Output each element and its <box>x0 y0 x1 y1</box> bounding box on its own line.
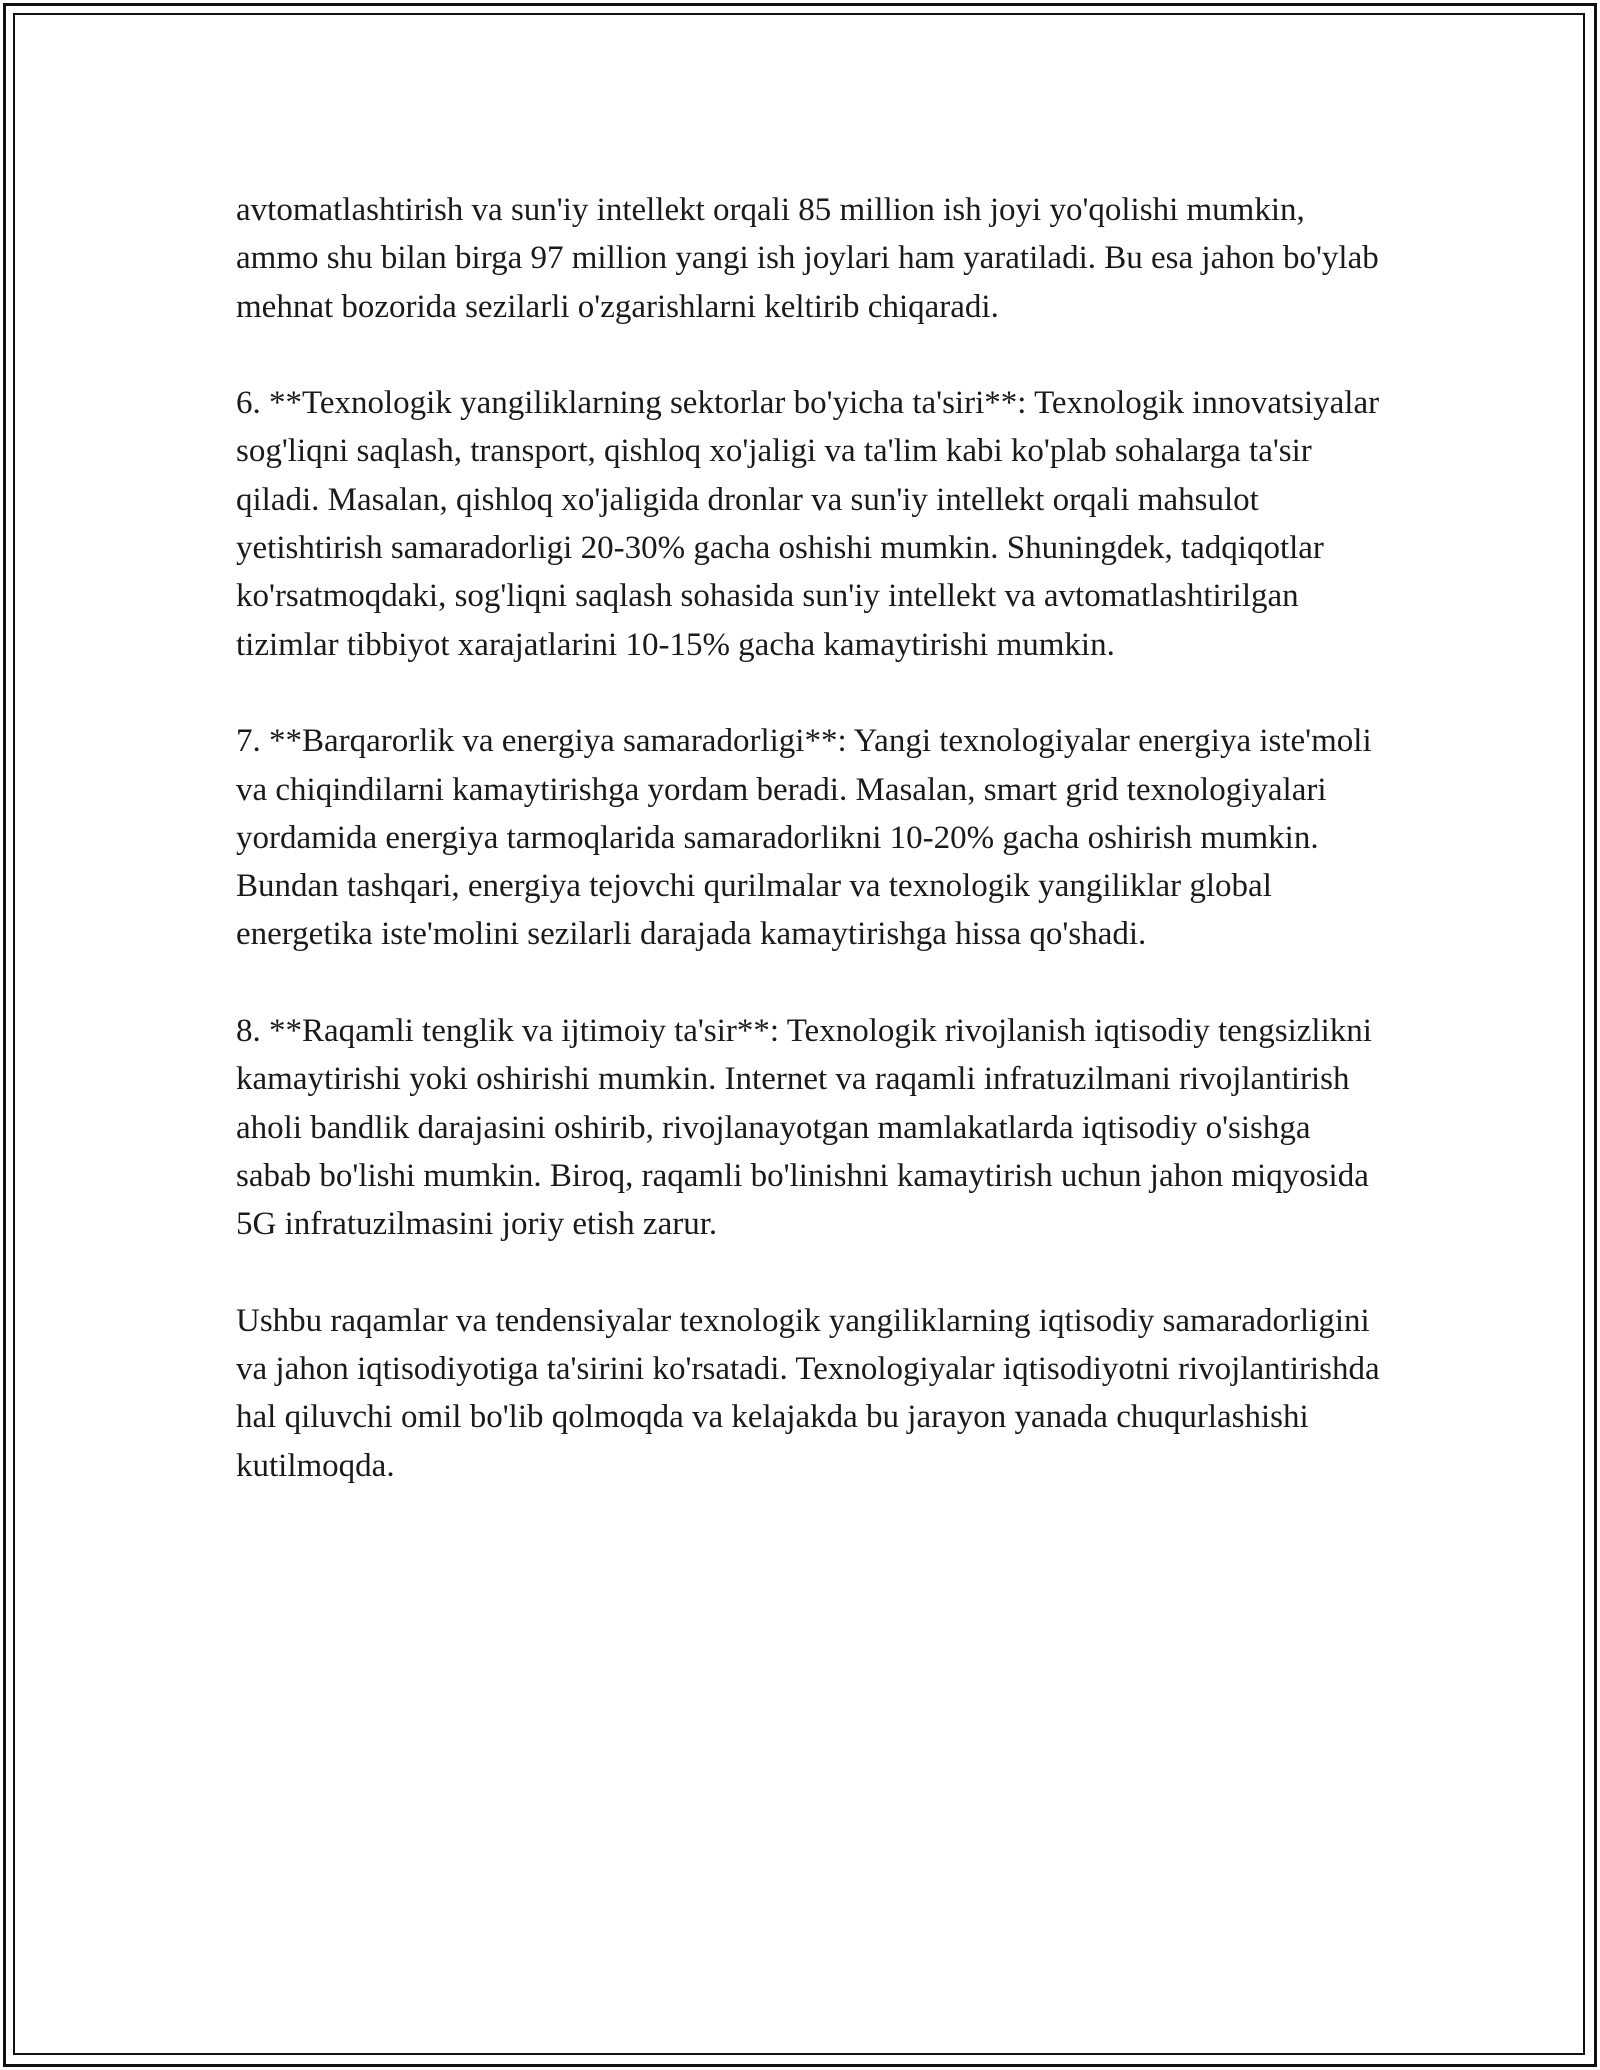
paragraph-conclusion: Ushbu raqamlar va tendensiyalar texnologik yangiliklarning iqtisodiy samaradorligini va jahon iqtisodiyotiga ta'sirini ko'rsatadi. Texnologiyalar iqtisodiyotni rivojlantirishda hal qiluvchi omil bo'lib qolmoqda va kelajakda bu jarayon yanada chuqurlashishi kutilmoqda. <box>236 1302 1380 1484</box>
document-body <box>236 186 1386 1538</box>
paragraph-item-6: 6. **Texnologik yangiliklarning sektorlar bo'yicha ta'siri**: Texnologik innovatsiyalar sog'liqni saqlash, transport, qishloq xo'jaligi va ta'lim kabi ko'plab sohalarga ta'sir qiladi. Masalan, qishloq xo'jaligida dronlar va sun'iy intellekt orqali mahsulot yetishtirish samaradorligi 20-30% gacha oshishi mumkin. Shuningdek, tadqiqotlar ko'rsatmoqdaki, sog'liqni saqlash sohasida sun'iy intellekt va avtomatlashtirilgan tizimlar tibbiyot xarajatlarini 10-15% gacha kamaytirishi mumkin. <box>236 385 1380 663</box>
paragraph-item-7: 7. **Barqarorlik va energiya samaradorligi**: Yangi texnologiyalar energiya iste'moli va chiqindilarni kamaytirishga yordam beradi. Masalan, smart grid texnologiyalari yordamida energiya tarmoqlarida samaradorlikni 10-20% gacha oshirish mumkin. Bundan tashqari, energiya tejovchi qurilmalar va texnologik yangiliklar global energetika iste'molini sezilarli darajada kamaytirishga hissa qo'shadi. <box>236 723 1372 953</box>
paragraph-item-8: 8. **Raqamli tenglik va ijtimoiy ta'sir**: Texnologik rivojlanish iqtisodiy tengsizlikni kamaytirishi yoki oshirishi mumkin. Internet va raqamli infratuzilmani rivojlantirish aholi bandlik darajasini oshirib, rivojlanayotgan mamlakatlarda iqtisodiy o'sishga sabab bo'lishi mumkin. Biroq, raqamli bo'linishni kamaytirish uchun jahon miqyosida 5G infratuzilmasini joriy etish zarur. <box>236 1013 1372 1243</box>
paragraph-continuation: avtomatlashtirish va sun'iy intellekt orqali 85 million ish joyi yo'qolishi mumkin, ammo shu bilan birga 97 million yangi ish joylari ham yaratiladi. Bu esa jahon bo'ylab mehnat bozorida sezilarli o'zgarishlarni keltirib chiqaradi. <box>236 192 1379 325</box>
